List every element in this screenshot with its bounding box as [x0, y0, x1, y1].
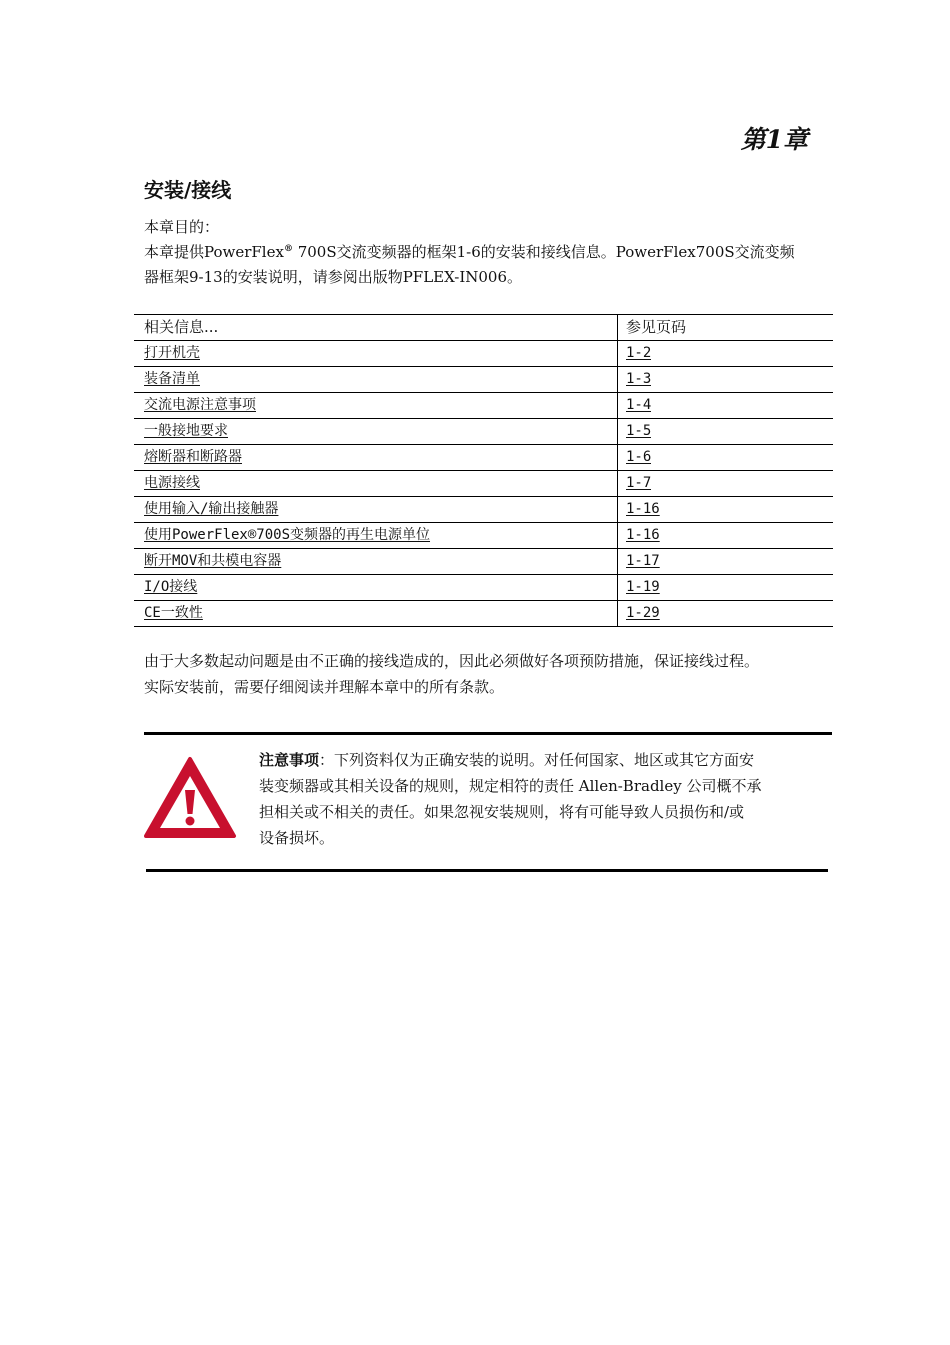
registered-mark: ® — [283, 244, 293, 254]
page-link[interactable]: 1-3 — [626, 371, 652, 387]
header-topic: 相关信息... — [134, 315, 618, 340]
intro-line-2-suffix: 700S交流变频器的框架1-6的安装和接线信息。PowerFlex700S交流变频 — [292, 243, 795, 261]
attention-line-3: 担相关或不相关的责任。如果忽视安装规则，将有可能导致人员损伤和/或 — [259, 803, 745, 821]
table-row — [134, 497, 833, 523]
attention-line-1 — [259, 747, 811, 773]
attention-line-1-text: ：下列资料仅为正确安装的说明。对任何国家、地区或其它方面安 — [319, 751, 755, 769]
page-link[interactable]: 1-16 — [626, 527, 660, 543]
page-link[interactable]: 1-6 — [626, 449, 652, 465]
topic-link[interactable]: 电源接线 — [144, 475, 200, 491]
table-row — [134, 575, 833, 601]
intro-line-1: 本章目的： — [144, 218, 220, 236]
page-link[interactable]: 1-5 — [626, 423, 652, 439]
intro-block — [144, 215, 824, 290]
page-link[interactable]: 1-17 — [626, 553, 660, 569]
topic-link[interactable]: 交流电源注意事项 — [144, 397, 256, 413]
page-link[interactable]: 1-16 — [626, 501, 660, 517]
section-title: 安装/接线 — [144, 178, 232, 202]
table-row — [134, 549, 833, 575]
related-info-table — [134, 314, 833, 627]
attention-label: 注意事项 — [259, 751, 320, 769]
page-link[interactable]: 1-29 — [626, 605, 660, 621]
table-row — [134, 341, 833, 367]
attention-bottom-rule — [146, 869, 828, 872]
topic-link[interactable]: 断开MOV和共模电容器 — [144, 553, 282, 569]
warning-triangle-icon — [143, 756, 237, 840]
page-link[interactable]: 1-19 — [626, 579, 660, 595]
wiring-note-paragraph — [144, 648, 834, 700]
attention-line-4: 设备损坏。 — [259, 829, 335, 847]
topic-link[interactable]: 装备清单 — [144, 371, 200, 387]
table-header-row — [134, 315, 833, 341]
topic-link[interactable]: I/O接线 — [144, 579, 198, 595]
chapter-number: 第1章 — [740, 125, 808, 154]
topic-link[interactable]: 使用PowerFlex®700S变频器的再生电源单位 — [144, 527, 431, 543]
topic-link[interactable]: CE一致性 — [144, 605, 203, 621]
table-row — [134, 471, 833, 497]
intro-line-2 — [144, 240, 824, 265]
paragraph-line-1: 由于大多数起动问题是由不正确的接线造成的，因此必须做好各项预防措施，保证接线过程。 — [144, 652, 760, 670]
topic-link[interactable]: 使用输入/输出接触器 — [144, 501, 279, 517]
attention-line-2: 装变频器或其相关设备的规则，规定相符的责任 Allen-Bradley 公司概不承 — [259, 777, 762, 795]
table-row — [134, 393, 833, 419]
table-row — [134, 445, 833, 471]
page-link[interactable]: 1-2 — [626, 345, 652, 361]
topic-link[interactable]: 熔断器和断路器 — [144, 449, 242, 465]
table-row — [134, 601, 833, 627]
topic-link[interactable]: 一般接地要求 — [144, 423, 228, 439]
table-row — [134, 523, 833, 549]
page-link[interactable]: 1-4 — [626, 397, 652, 413]
topic-link[interactable]: 打开机壳 — [144, 345, 200, 361]
paragraph-line-2: 实际安装前，需要仔细阅读并理解本章中的所有条款。 — [144, 678, 505, 696]
intro-line-3: 器框架9-13的安装说明，请参阅出版物PFLEX-IN006。 — [144, 268, 523, 286]
attention-notice — [259, 747, 811, 851]
table-row — [134, 419, 833, 445]
attention-top-rule — [144, 732, 832, 735]
header-page: 参见页码 — [626, 318, 687, 336]
table-row — [134, 367, 833, 393]
intro-line-2-prefix: 本章提供PowerFlex — [144, 243, 284, 261]
page-link[interactable]: 1-7 — [626, 475, 652, 491]
